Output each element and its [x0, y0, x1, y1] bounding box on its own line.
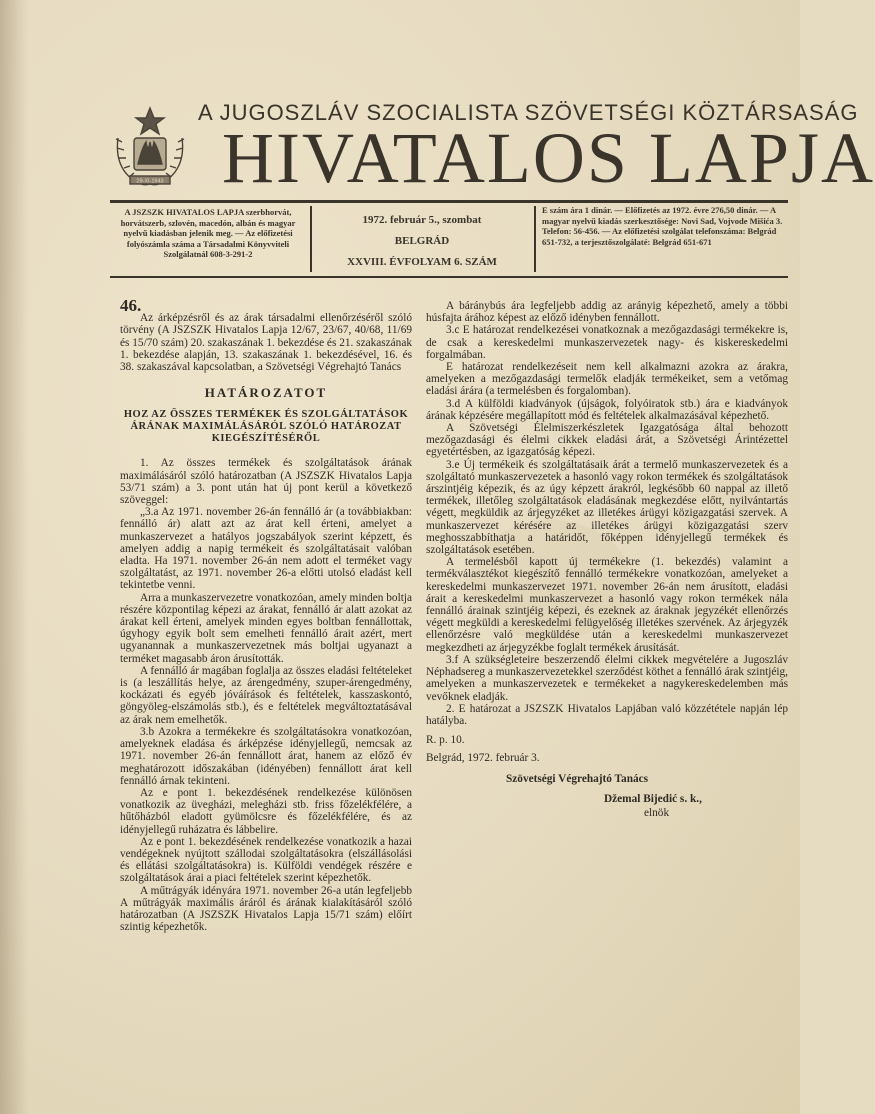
emblem-date-label: 29-XI-1943: [136, 178, 164, 185]
header-divider-left: [310, 206, 312, 272]
state-emblem-icon: [108, 98, 192, 193]
intro-paragraph: Az árképzésről és az árak társadalmi ellenőrzéséről szóló törvény (A JSZSZK Hivatalos Lapja 12/67, 23/67, 40/68, 11/69 és 15/70 szám) 20. szakaszának 1. bekezdése és 21. szakaszának 1. bekezdése alapján, 13. szakaszának 1. bekezdésével, 16. és 38. szakaszával kapcsolatban, a Szövetségi Végrehajtó Tanács: [120, 312, 412, 374]
reference-number: R. p. 10.: [426, 734, 465, 747]
right-column: [426, 300, 788, 819]
article-number: 46.: [120, 296, 142, 315]
body-paragraph: 3.e Új termékeik és szolgáltatásaik árát a termelő munkaszervezetek és a szolgáltató munkaszervezetek a hasonló vagy rokon termékek és szolgáltatások árszintjéig képezik, és az úgy képzett árakról, legkésőbb 60 nappal az illető termékek, illetőleg szolgáltatások eladásának megkezdése előtt, nyilvántartás végett, megküldik az árjegyzéket az illetékes árügyi közigazgatási szervek. A munkaszervezet kérésére az illetékes árügyi közigazgatási szerv meghosszabbíthatja a határidőt, főképpen idényjellegű termékek és szolgáltatások esetében.: [426, 458, 788, 557]
body-paragraph: A termelésből kapott új termékekre (1. bekezdés) valamint a termékválasztékot kiegészítő fennálló termékekre vonatkozóan, amelyeket a kereskedelmi munkaszervezet 1971. november 26-án nem árusított, eladási árait a kereskedelmi munkaszervezet a hasonló vagy rokon termékek nála fennálló árainak szintjéig képezi, és ezeknek az áraknak jegyzékét ellenőrzés végett megküldi a kereskedelmi felügyelőség illetékes szervének. Az árjegyzék ellenőrzésre való megküldése után a kereskedelmi munkaszervezet megkezdheti az árjegyzékbe foglalt termékek árusítását.: [426, 556, 788, 654]
body-paragraph: 3.c E határozat rendelkezései vonatkoznak a mezőgazdasági termékekre is, de csak a kereskedelmi munkaszervezetek nagy- és kiskereskedelmi forgalmában.: [426, 324, 788, 361]
issue-place: BELGRÁD: [394, 235, 450, 247]
signer-body: Szövetségi Végrehajtó Tanács: [506, 772, 649, 785]
body-paragraph: 1. Az összes termékek és szolgáltatások árának maximálásáról szóló határozatban (A JSZSZK Hivatalos Lapja 53/71 szám) a 3. pont után hat új pont kerül a következő szöveggel:: [120, 457, 412, 507]
left-column: [120, 296, 412, 934]
signer-name: Džemal Bijedić s. k.,: [604, 792, 702, 805]
body-paragraph: 3.f A szükségleteire beszerzendő élelmi cikkek megvételére a Jugoszláv Néphadsereg a munkaszervezetekkel szerződést köthet a fennálló árak szintjéig, amelyeken a munkaszervezetek e termékeket a nagykereskedelemben más vevőknek eladják.: [426, 653, 788, 703]
signing-place-date: Belgrád, 1972. február 3.: [426, 752, 540, 765]
body-paragraph: A műtrágyák idényára 1971. november 26-a után legfeljebb A műtrágyák maximális áráról és árának kialakításáról szóló határozatban (A JSZSZK Hivatalos Lapja 15/71 szám) előírt szintig képezhetők.: [120, 884, 412, 934]
publication-supertitle: A JUGOSZLÁV SZOCIALISTA SZÖVETSÉGI KÖZTÁRSASÁG: [198, 100, 859, 125]
body-paragraph: 3.b Azokra a termékekre és szolgáltatásokra vonatkozóan, amelyeknek eladása és árképzése idényjellegű, nemcsak az 1971. november 26-án fennállott árat, hanem az előző év meghatározott időszakában (idényében) fennállott árat kell fennálló árnak tekinteni.: [120, 725, 412, 787]
subscription-languages-info: A JSZSZK HIVATALOS LAPJA szerbhorvát, horvátszerb, szlovén, macedón, albán és magyar nyelvű kiadásban jelenik meg. — Az előfizetési folyószámla száma a Társadalmi Könyvviteli Szolgálatnál 608-3-291-2: [120, 207, 296, 259]
body-paragraph: Arra a munkaszervezetre vonatkozóan, amely minden boltja részére központilag képezi az árakat, fennálló ár alatt azokat az árakat kell érteni, amelyek minden egyes boltban fennállottak, úgyhogy egyik bolt sem emelheti fennálló árait azért, mert ugyanannak a munkaszervezetnek más boltjai ugyanazt a terméket magasabb áron árusították.: [120, 591, 412, 665]
body-paragraph: 3.d A külföldi kiadványok (újságok, folyóiratok stb.) ára e kiadványok árának képzésére megállapított mód és feltételek alkalmazásával képezhető.: [426, 397, 788, 422]
page-edge-shadow: [0, 0, 28, 1114]
header-rule-top: [110, 200, 788, 203]
body-paragraph: A fennálló ár magában foglalja az összes eladási feltételeket is (a leszállítás helye, az árengedmény, szuper-árengedmény, kockázati és egyéb jóváírások és feltételek, kasszaskontó, göngyöleg-elszámolás stb.), és e feltételek megváltoztatásával az árak nem emelhetők.: [120, 664, 412, 726]
header-rule-bottom: [110, 276, 788, 278]
body-paragraph: 2. E határozat a JSZSZK Hivatalos Lapjában való közzététele napján lép hatályba.: [426, 702, 788, 727]
decision-title: HATÁROZATOT: [204, 385, 328, 401]
body-paragraph: E határozat rendelkezéseit nem kell alkalmazni azokra az árakra, amelyeken a mezőgazdasági termelők eladják termékeiket, sem a vetőmag eladási árára (a termelésben és forgalomban).: [426, 361, 788, 398]
price-editorial-info: E szám ára 1 dinár. — Előfizetés az 1972. évre 276,50 dinár. — A magyar nyelvű kiadás szerkesztősége: Novi Sad, Vojvode Mišića 3. Telefon: 56-456. — Az előfizetési szolgálat telefonszáma: Belgrád 651-732, a terjesztőszolgálaté: Belgrád 651-671: [542, 205, 783, 247]
publication-title: HIVATALOS LAPJA: [222, 118, 875, 198]
issue-volume: XXVIII. ÉVFOLYAM 6. SZÁM: [347, 256, 497, 268]
body-paragraph: A Szövetségi Élelmiszerkészletek Igazgatósága által behozott mezőgazdasági és élelmi cikkek eladási árát, a Szövetségi Árintézettel egyetértésben, az igazgatóság képezi.: [426, 422, 788, 459]
issue-date: 1972. február 5., szombat: [362, 214, 482, 226]
decision-subtitle: HOZ AZ ÖSSZES TERMÉKEK ÉS SZOLGÁLTATÁSOK ÁRÁNAK MAXIMÁLÁSÁRÓL SZÓLÓ HATÁROZAT KIEGÉSZÍTÉSÉRŐL: [123, 409, 409, 445]
header-divider-right: [534, 206, 536, 272]
issue-info: [318, 210, 526, 273]
body-paragraph: Az e pont 1. bekezdésének rendelkezése vonatkozik a hazai vendégeknek nyújtott szállodai szolgáltatásokra (elszállásolási és ellátási szolgáltatásokra) is. Külföldi vendégek részére e szolgáltatások árai a piaci feltételek szerint képezhetők.: [120, 835, 412, 885]
body-paragraph: Az e pont 1. bekezdésének rendelkezése különösen vonatkozik az üvegházi, melegházi stb. friss főzelékfélére, a hűtőházból eladott gyümölcsre és főzelékfélére, és az idényjellegű ruházatra és lábbelire.: [120, 786, 412, 836]
body-paragraph: A báránybús ára legfeljebb addig az arányig képezhető, amely a többi húsfajta árához képest az előző idényben fennállott.: [426, 300, 788, 325]
signer-title: elnök: [644, 806, 670, 819]
body-paragraph: „3.a Az 1971. november 26-án fennálló ár (a továbbiakban: fennálló ár) alatt azt az árat kell érteni, amelyet a munkaszervezet a hatályos jogszabályok szerint képzett, és amelyen addig a napig termékeit és szolgáltatásait valóban eladta. Ha 1971. november 26-án nem adott el terméket vagy szolgáltatást, az 1971. november 26-a előtti utolsó eladást kell tekintetbe venni.: [120, 506, 412, 592]
